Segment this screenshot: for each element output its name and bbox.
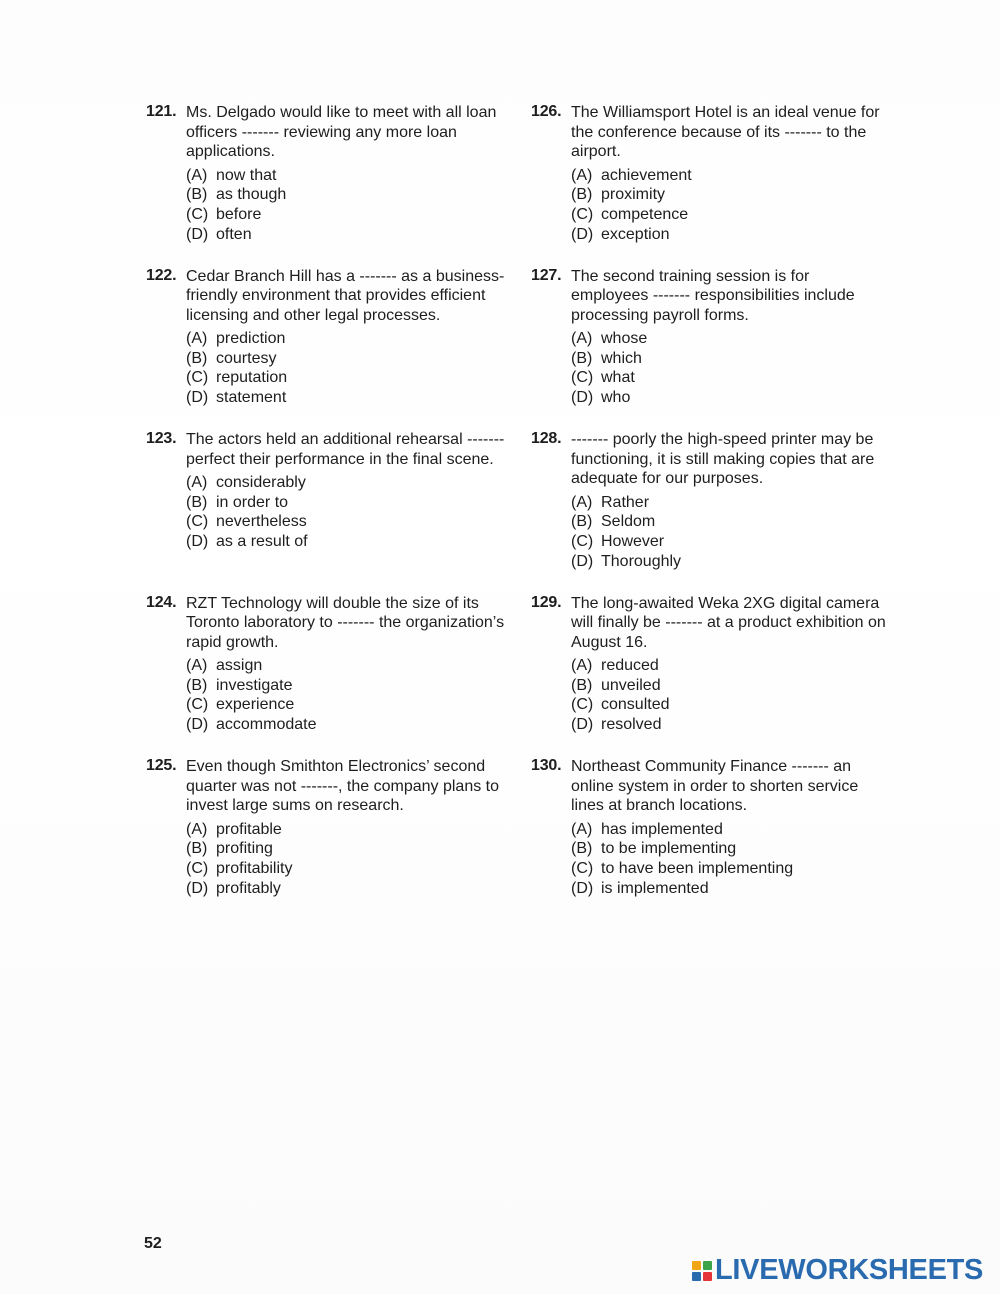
question-stem: RZT Technology will double the size of its Toronto laboratory to ------- the organization’s rapid growth. bbox=[186, 594, 505, 651]
liveworksheets-logo[interactable] bbox=[692, 1254, 983, 1287]
option-text: resolved bbox=[601, 716, 662, 734]
option-letter: (B) bbox=[186, 676, 208, 694]
option-letter: (D) bbox=[571, 716, 594, 734]
option-letter: (B) bbox=[186, 840, 208, 858]
option-text: proximity bbox=[601, 186, 666, 204]
option-letter: (C) bbox=[571, 369, 594, 387]
option-b[interactable] bbox=[571, 185, 891, 205]
option-text: now that bbox=[216, 166, 277, 184]
question-stem: The Williamsport Hotel is an ideal venue for the conference because of its ------- to the airport. bbox=[571, 104, 880, 161]
question-stem: Northeast Community Finance ------- an online system in order to shorten service lines at branch locations. bbox=[571, 758, 859, 815]
question-stem: The second training session is for employees ------- responsibilities include processing payroll forms. bbox=[571, 267, 855, 324]
question-stem: ------- poorly the high-speed printer may be functioning, it is still making copies that are adequate for our purposes. bbox=[571, 431, 875, 488]
option-letter: (A) bbox=[571, 330, 593, 348]
answer-options bbox=[186, 329, 506, 407]
option-text: to have been implementing bbox=[601, 859, 794, 877]
option-c[interactable] bbox=[571, 368, 891, 388]
option-text: as though bbox=[216, 186, 287, 204]
option-text: consulted bbox=[601, 696, 670, 714]
question-number: 130. bbox=[531, 757, 562, 774]
option-letter: (C) bbox=[571, 696, 594, 714]
option-letter: (B) bbox=[571, 513, 593, 531]
option-letter: (C) bbox=[186, 369, 209, 387]
question-number: 126. bbox=[531, 103, 562, 120]
option-letter: (C) bbox=[571, 859, 594, 877]
option-d[interactable] bbox=[571, 225, 891, 245]
option-b[interactable] bbox=[571, 839, 891, 859]
option-text: profiting bbox=[216, 840, 273, 858]
question-number: 122. bbox=[146, 266, 177, 284]
option-letter: (D) bbox=[186, 879, 209, 897]
option-d[interactable] bbox=[186, 715, 506, 735]
option-a[interactable] bbox=[571, 493, 891, 513]
option-b[interactable] bbox=[186, 839, 506, 859]
option-c[interactable] bbox=[186, 695, 506, 715]
option-b[interactable] bbox=[186, 349, 506, 369]
question-128 bbox=[531, 430, 891, 594]
option-letter: (C) bbox=[186, 513, 209, 531]
question-126 bbox=[531, 103, 891, 267]
option-a[interactable] bbox=[571, 166, 891, 186]
answer-options bbox=[571, 656, 891, 734]
option-b[interactable] bbox=[186, 676, 506, 696]
option-a[interactable] bbox=[571, 820, 891, 840]
option-a[interactable] bbox=[186, 329, 506, 349]
option-text: considerably bbox=[216, 474, 306, 492]
option-text: profitable bbox=[216, 820, 282, 838]
question-130 bbox=[531, 757, 891, 921]
option-letter: (A) bbox=[186, 330, 208, 348]
option-c[interactable] bbox=[186, 205, 506, 225]
option-a[interactable] bbox=[186, 473, 506, 493]
question-number: 125. bbox=[146, 757, 177, 774]
question-stem: The long-awaited Weka 2XG digital camera will finally be ------- at a product exhibition on August 16. bbox=[571, 594, 886, 651]
option-a[interactable] bbox=[186, 166, 506, 186]
option-c[interactable] bbox=[186, 859, 506, 879]
option-text: often bbox=[216, 225, 252, 243]
option-a[interactable] bbox=[186, 820, 506, 840]
option-text: accommodate bbox=[216, 716, 317, 734]
option-letter: (A) bbox=[186, 657, 208, 675]
option-text: achievement bbox=[601, 166, 692, 184]
question-number: 121. bbox=[146, 103, 177, 120]
liveworksheets-logo-icon bbox=[692, 1261, 712, 1281]
option-text: profitability bbox=[216, 859, 293, 877]
option-text: to be implementing bbox=[601, 840, 737, 858]
option-letter: (A) bbox=[186, 474, 208, 492]
answer-options bbox=[186, 820, 506, 898]
option-letter: (A) bbox=[571, 493, 593, 511]
option-text: exception bbox=[601, 225, 670, 243]
question-124 bbox=[146, 594, 506, 758]
option-text: Thoroughly bbox=[601, 552, 682, 570]
option-text: experience bbox=[216, 696, 295, 714]
option-a[interactable] bbox=[186, 656, 506, 676]
answer-options bbox=[571, 820, 891, 898]
option-c[interactable] bbox=[571, 205, 891, 225]
option-text: has implemented bbox=[601, 820, 723, 838]
question-number: 127. bbox=[531, 266, 562, 284]
option-letter: (D) bbox=[571, 879, 594, 897]
question-122 bbox=[146, 267, 506, 431]
logo-text: LIVEWORKSHEETS bbox=[715, 1254, 984, 1286]
option-letter: (A) bbox=[186, 820, 208, 838]
question-125 bbox=[146, 757, 506, 921]
option-text: competence bbox=[601, 205, 689, 223]
option-letter: (D) bbox=[186, 225, 209, 243]
option-letter: (D) bbox=[571, 389, 594, 407]
option-text: Rather bbox=[601, 493, 650, 511]
option-text: statement bbox=[216, 389, 287, 407]
question-123 bbox=[146, 430, 506, 594]
option-d[interactable] bbox=[186, 225, 506, 245]
option-c[interactable] bbox=[571, 859, 891, 879]
option-text: who bbox=[601, 389, 631, 407]
option-text: what bbox=[601, 369, 635, 387]
option-letter: (A) bbox=[571, 820, 593, 838]
question-number: 128. bbox=[531, 430, 562, 447]
option-letter: (C) bbox=[186, 696, 209, 714]
option-text: prediction bbox=[216, 330, 286, 348]
option-text: Seldom bbox=[601, 513, 656, 531]
answer-options bbox=[186, 166, 506, 244]
option-letter: (B) bbox=[571, 676, 593, 694]
question-stem: The actors held an additional rehearsal ------- perfect their performance in the final scene. bbox=[186, 431, 505, 468]
option-text: before bbox=[216, 205, 262, 223]
option-letter: (B) bbox=[571, 349, 593, 367]
option-text: in order to bbox=[216, 493, 289, 511]
option-d[interactable] bbox=[571, 388, 891, 408]
answer-options bbox=[571, 329, 891, 407]
option-c[interactable] bbox=[186, 512, 506, 532]
answer-options bbox=[186, 473, 506, 551]
option-c[interactable] bbox=[186, 368, 506, 388]
question-127 bbox=[531, 267, 891, 431]
option-text: which bbox=[601, 349, 642, 367]
option-d[interactable] bbox=[186, 388, 506, 408]
option-b[interactable] bbox=[571, 512, 891, 532]
option-letter: (D) bbox=[571, 552, 594, 570]
option-d[interactable] bbox=[571, 552, 891, 572]
option-b[interactable] bbox=[571, 676, 891, 696]
option-text: assign bbox=[216, 657, 263, 675]
option-b[interactable] bbox=[571, 349, 891, 369]
option-c[interactable] bbox=[571, 532, 891, 552]
option-d[interactable] bbox=[571, 715, 891, 735]
option-letter: (D) bbox=[186, 532, 209, 550]
option-letter: (A) bbox=[186, 166, 208, 184]
option-letter: (B) bbox=[186, 493, 208, 511]
option-letter: (B) bbox=[571, 840, 593, 858]
option-letter: (A) bbox=[571, 166, 593, 184]
page-number: 52 bbox=[144, 1235, 162, 1252]
option-b[interactable] bbox=[186, 493, 506, 513]
question-stem: Even though Smithton Electronics’ second quarter was not -------, the company plans to invest large sums on research. bbox=[186, 758, 500, 815]
option-text: reduced bbox=[601, 657, 659, 675]
option-text: is implemented bbox=[601, 879, 709, 897]
option-text: nevertheless bbox=[216, 513, 307, 531]
option-d[interactable] bbox=[571, 879, 891, 899]
left-question-column bbox=[146, 103, 506, 921]
right-question-column bbox=[531, 103, 891, 921]
option-letter: (C) bbox=[571, 532, 594, 550]
question-number: 124. bbox=[146, 593, 177, 611]
option-text: reputation bbox=[216, 369, 288, 387]
option-a[interactable] bbox=[571, 656, 891, 676]
option-text: courtesy bbox=[216, 349, 277, 367]
question-stem: Cedar Branch Hill has a ------- as a business-friendly environment that provides efficient licensing and other legal processes. bbox=[186, 267, 505, 324]
option-d[interactable] bbox=[186, 879, 506, 899]
option-text: However bbox=[601, 532, 665, 550]
option-letter: (C) bbox=[571, 205, 594, 223]
option-c[interactable] bbox=[571, 695, 891, 715]
answer-options bbox=[186, 656, 506, 734]
question-121 bbox=[146, 103, 506, 267]
option-letter: (B) bbox=[186, 349, 208, 367]
option-d[interactable] bbox=[186, 532, 506, 552]
option-letter: (D) bbox=[186, 389, 209, 407]
question-number: 123. bbox=[146, 430, 177, 447]
answer-options bbox=[571, 166, 891, 244]
option-letter: (A) bbox=[571, 657, 593, 675]
question-129 bbox=[531, 594, 891, 758]
option-a[interactable] bbox=[571, 329, 891, 349]
answer-options bbox=[571, 493, 891, 571]
option-letter: (D) bbox=[186, 716, 209, 734]
question-stem: Ms. Delgado would like to meet with all loan officers ------- reviewing any more loan applications. bbox=[186, 104, 497, 161]
option-letter: (C) bbox=[186, 859, 209, 877]
option-letter: (B) bbox=[571, 186, 593, 204]
option-letter: (B) bbox=[186, 186, 208, 204]
option-text: profitably bbox=[216, 879, 281, 897]
option-text: as a result of bbox=[216, 532, 308, 550]
option-b[interactable] bbox=[186, 185, 506, 205]
question-number: 129. bbox=[531, 593, 562, 611]
option-letter: (C) bbox=[186, 205, 209, 223]
option-text: whose bbox=[601, 330, 648, 348]
option-text: investigate bbox=[216, 676, 293, 694]
option-text: unveiled bbox=[601, 676, 661, 694]
option-letter: (D) bbox=[571, 225, 594, 243]
